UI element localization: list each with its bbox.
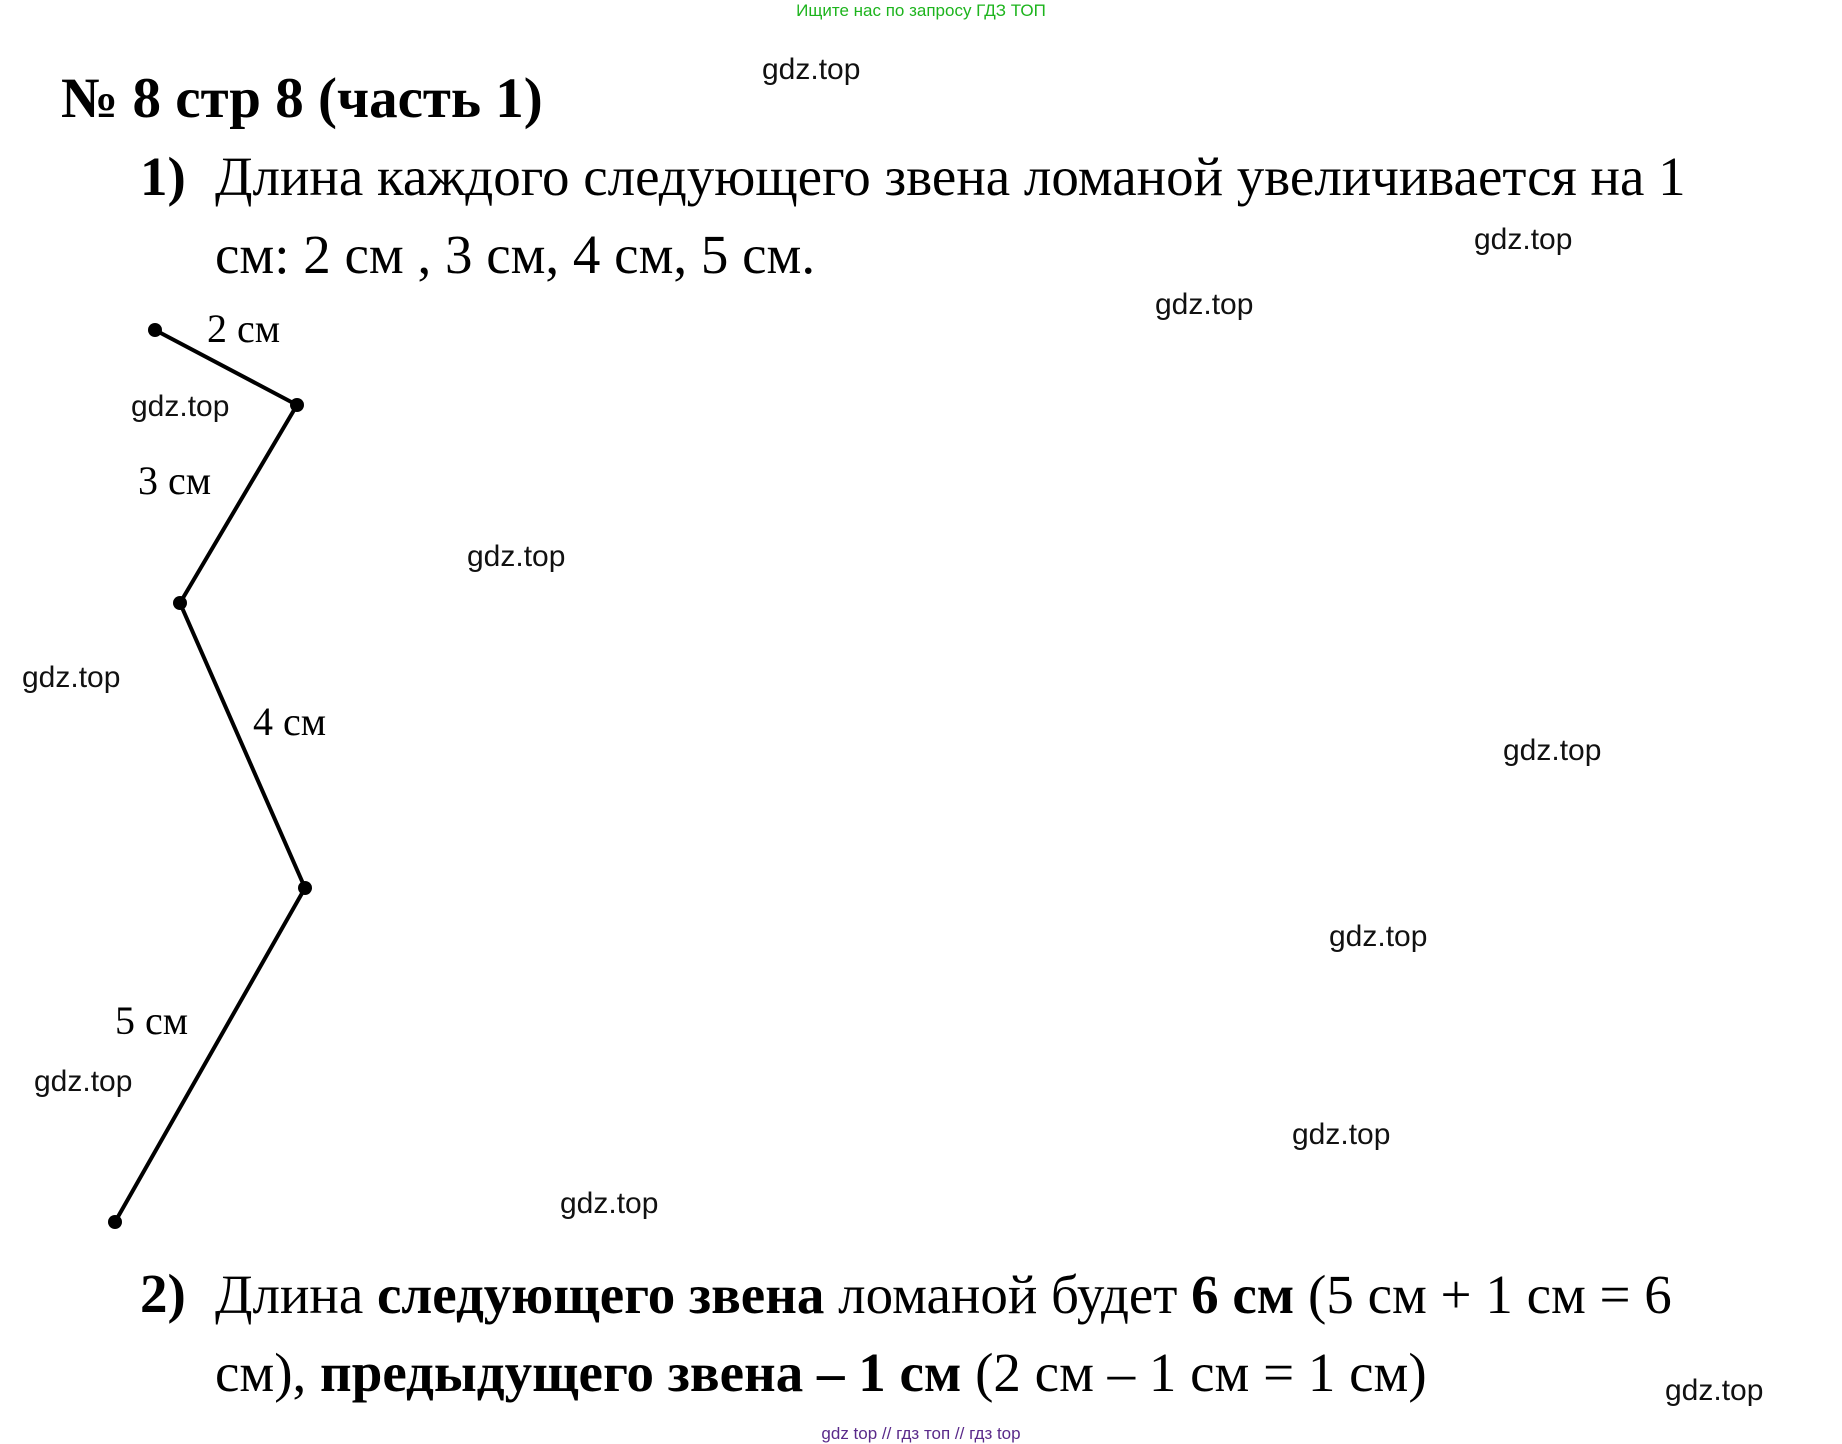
watermark: gdz.top xyxy=(560,1187,659,1220)
segment-label-1: 2 см xyxy=(207,306,281,351)
item-2-text: (2 см – 1 см = 1 см) xyxy=(961,1342,1427,1403)
item-2-text: ломаной будет xyxy=(824,1264,1192,1325)
item-2-text: Длина xyxy=(215,1264,377,1325)
vertex-point xyxy=(173,596,187,610)
footer-links[interactable]: gdz top // гдз топ // гдз top xyxy=(821,1424,1021,1443)
watermark: gdz.top xyxy=(1329,920,1428,953)
item-2-number: 2) xyxy=(140,1263,186,1324)
item-2-text: (5 см + 1 см = 6 xyxy=(1294,1264,1672,1325)
watermark: gdz.top xyxy=(1503,734,1602,767)
watermark: gdz.top xyxy=(467,540,566,573)
segment-label-4: 5 см xyxy=(115,998,189,1043)
watermark: gdz.top xyxy=(1665,1374,1764,1407)
watermark: gdz.top xyxy=(1155,288,1254,321)
item-2-bold-text: предыдущего звена – 1 см xyxy=(320,1342,962,1403)
page-title: № 8 стр 8 (часть 1) xyxy=(61,67,543,130)
vertex-point xyxy=(108,1215,122,1229)
item-2-text: см), xyxy=(215,1342,321,1403)
item-2-line-1 xyxy=(215,1256,1672,1334)
watermark: gdz.top xyxy=(22,661,121,694)
item-1-line-1: Длина каждого следующего звена ломаной увеличивается на 1 xyxy=(215,146,1686,207)
item-1-line-2: см: 2 см , 3 см, 4 см, 5 см. xyxy=(215,224,816,285)
item-2-bold-text: 6 см xyxy=(1191,1264,1295,1325)
watermark: gdz.top xyxy=(762,53,861,86)
vertex-point xyxy=(290,398,304,412)
watermark: gdz.top xyxy=(1292,1118,1391,1151)
segment-label-3: 4 см xyxy=(253,699,327,744)
segment-label-2: 3 см xyxy=(138,458,212,503)
item-2-bold-text: следующего звена xyxy=(377,1264,825,1325)
watermark: gdz.top xyxy=(34,1065,133,1098)
search-banner: Ищите нас по запросу ГДЗ ТОП xyxy=(796,1,1046,20)
vertex-point xyxy=(298,881,312,895)
watermark: gdz.top xyxy=(1474,223,1573,256)
item-1-number: 1) xyxy=(140,146,186,207)
watermark: gdz.top xyxy=(131,390,230,423)
vertex-point xyxy=(148,323,162,337)
item-2-line-2 xyxy=(215,1334,1427,1412)
